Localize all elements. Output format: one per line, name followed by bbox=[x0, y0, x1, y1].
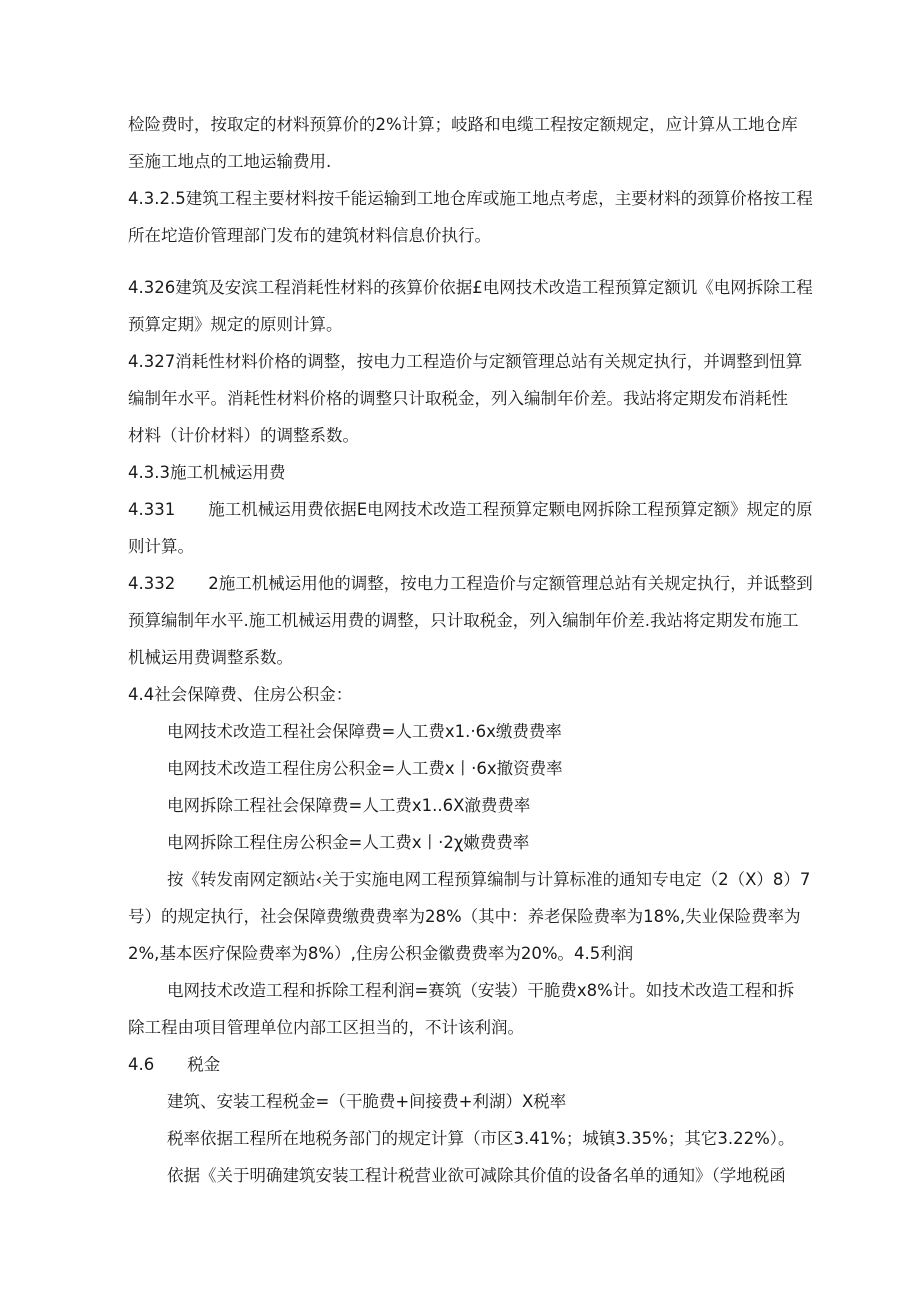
text-line: 按《转发南网定额站‹关于实施电网工程预算编制与计算标准的通知专电定（2（X）8）7 bbox=[167, 870, 811, 889]
formula-line: 电网技术改造工程住房公积金=人工费x丨·6x撤资费率 bbox=[167, 759, 563, 778]
text-line: 预算定期》规定的原则计算。 bbox=[128, 315, 343, 334]
section-heading: 4.6 税金 bbox=[128, 1055, 221, 1074]
text-line: 依据《关于明确建筑安装工程计税营业欲可减除其价值的设备名单的通知》（学地税函 bbox=[167, 1166, 786, 1185]
section-heading: 4.332 2施工机械运用他的调整，按电力工程造价与定额管理总站有关规定执行，并诋整到 bbox=[128, 574, 813, 593]
formula-line: 建筑、安装工程税金=（干脆费+间接费+利湖）X税率 bbox=[167, 1092, 567, 1111]
section-heading: 4.3.2.5建筑工程主要材料按千能运输到工地仓库或施工地点考虑，主要材料的颈算价格按工程 bbox=[128, 189, 813, 208]
text-line: 电网技术改造工程和拆除工程利润=赛筑（安装）干脆费x8%计。如技术改造工程和拆 bbox=[167, 981, 795, 1000]
text-line: 2%,基本医疗保险费率为8%）,住房公积金徽费费率为20%。4.5利润 bbox=[128, 944, 634, 963]
section-heading: 4.3.3施工机械运用费 bbox=[128, 463, 286, 482]
text-line: 所在坨造价管理部门发布的建筑材料信息价执行。 bbox=[128, 226, 491, 245]
section-heading: 4.326建筑及安滨工程消耗性材料的孩算价依据£电网技术改造工程预算定额讥《电网拆除工程 bbox=[128, 278, 813, 297]
section-heading: 4.327消耗性材料价格的调整，按电力工程造价与定额管理总站有关规定执行，并调整到忸算 bbox=[128, 352, 803, 371]
formula-line: 电网拆除工程社会保障费=人工费x1..6X澈费费率 bbox=[167, 796, 531, 815]
formula-line: 电网拆除工程住房公积金=人工费x丨·2χ嫩费费率 bbox=[167, 833, 530, 852]
formula-line: 电网技术改造工程社会保障费=人工费x1.·6x缴费费率 bbox=[167, 722, 562, 741]
text-line: 材料（计价材料）的调整系数。 bbox=[128, 426, 359, 445]
text-line: 检险费时，按取定的材料预算价的2%计算；岐路和电缆工程按定额规定，应计算从工地仓库 bbox=[128, 115, 798, 134]
text-line: 除工程由项目管理单位内部工区担当的，不计该利润。 bbox=[128, 1018, 524, 1037]
section-heading: 4.4社会保障费、住房公积金： bbox=[128, 685, 353, 704]
text-line: 则计算。 bbox=[128, 537, 194, 556]
text-line: 预算编制年水平.施工机械运用费的调整，只计取税金，列入编制年价差.我站将定期发布施工 bbox=[128, 611, 799, 630]
text-line: 编制年水平。消耗性材料价格的调整只计取税金，列入编制年价差。我站将定期发布消耗性 bbox=[128, 389, 788, 408]
text-line: 至施工地点的工地运输费用. bbox=[128, 152, 332, 171]
text-line: 税率依据工程所在地税务部门的规定计算（市区3.41%；城镇3.35%；其它3.22%）。 bbox=[167, 1129, 795, 1148]
text-line: 机械运用费调整系数。 bbox=[128, 648, 293, 667]
text-line: 号）的规定执行，社会保障费缴费费率为28%（其中：养老保险费率为18%,失业保险费率为 bbox=[128, 907, 801, 926]
section-heading: 4.331 施工机械运用费依据E电网技术改造工程预算定颗电网拆除工程预算定额》规定的原 bbox=[128, 500, 813, 519]
